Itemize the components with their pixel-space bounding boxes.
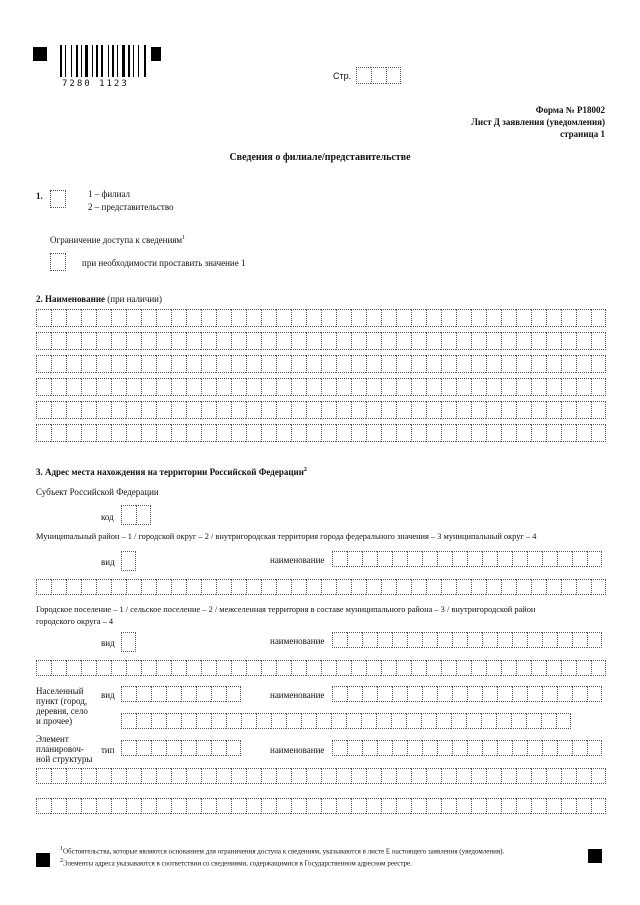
locality-label-line1: Населенный bbox=[36, 686, 84, 696]
access-restriction-hint: при необходимости проставить значение 1 bbox=[82, 258, 246, 268]
municipal-kind-label: вид bbox=[101, 557, 115, 567]
subject-label: Субъект Российской Федерации bbox=[36, 487, 159, 497]
municipal-kind-cell[interactable] bbox=[121, 551, 136, 571]
section1-number: 1. bbox=[36, 191, 43, 201]
barcode-bar bbox=[138, 45, 139, 77]
planning-label bbox=[36, 734, 92, 764]
footnote-2 bbox=[60, 856, 412, 868]
section2-note: (при наличии) bbox=[107, 294, 162, 304]
barcode-bar bbox=[108, 45, 109, 77]
locality-label-line4: и прочее) bbox=[36, 716, 73, 726]
barcode-bar bbox=[128, 45, 130, 77]
planning-label-line3: ной структуры bbox=[36, 754, 93, 764]
barcode-bar bbox=[60, 45, 62, 77]
subject-code-label: код bbox=[101, 512, 114, 522]
barcode-bar bbox=[133, 45, 134, 77]
settlement-label-line2: городского округа – 4 bbox=[36, 617, 114, 626]
access-restriction-text: Ограничение доступа к сведениям bbox=[50, 235, 183, 245]
barcode-bar bbox=[117, 45, 118, 77]
section3-label bbox=[36, 465, 307, 477]
barcode-bar bbox=[96, 45, 98, 77]
page-number-cells[interactable] bbox=[356, 67, 401, 84]
barcode-bar bbox=[144, 45, 146, 77]
barcode-bar bbox=[112, 45, 114, 77]
settlement-kind-cell[interactable] bbox=[121, 632, 136, 652]
barcode-bar bbox=[101, 45, 103, 77]
form-number: Форма № Р18002 bbox=[535, 105, 605, 115]
section3-title: 3. Адрес места нахождения на территории Российской Федерации bbox=[36, 467, 304, 477]
locality-name-label: наименование bbox=[270, 690, 325, 700]
settlement-kind-label: вид bbox=[101, 638, 115, 648]
registration-mark-top-left bbox=[33, 47, 47, 61]
settlement-name-label: наименование bbox=[270, 636, 325, 646]
sheet-page: страница 1 bbox=[560, 129, 605, 139]
locality-label-line3: деревня, село bbox=[36, 706, 88, 716]
barcode bbox=[60, 45, 160, 77]
locality-label bbox=[36, 686, 88, 726]
footnote-1 bbox=[60, 844, 504, 856]
sheet-title: Лист Д заявления (уведомления) bbox=[471, 117, 605, 127]
footnote-ref-1: 1 bbox=[182, 235, 186, 241]
entity-type-cell[interactable] bbox=[50, 190, 66, 208]
municipal-label: Муниципальный район – 1 / городской округ – 2 / внутригородская территория города федерального значения – 3 муниципальный округ – 4 bbox=[36, 532, 537, 541]
footnote-2-text: Элементы адреса указываются в соответствии со сведениями, содержащимися в Государственном адресном реестре. bbox=[63, 859, 412, 868]
registration-mark-bottom-right bbox=[588, 849, 602, 863]
access-restriction-cell[interactable] bbox=[50, 253, 66, 271]
footnote-ref-2: 2 bbox=[303, 467, 307, 473]
footnote-2-mark: 2 bbox=[60, 858, 63, 864]
option-branch: 1 – филиал bbox=[88, 189, 131, 199]
barcode-bar bbox=[81, 45, 82, 77]
section2-title: 2. Наименование bbox=[36, 294, 105, 304]
barcode-bar bbox=[65, 45, 66, 77]
municipal-name-label: наименование bbox=[270, 555, 325, 565]
barcode-bar bbox=[122, 45, 125, 77]
footnote-1-text: Обстоятельства, которые являются основанием для ограничения доступа к сведениям, указываются в листе Е настоящего заявления (уведомления). bbox=[63, 847, 505, 856]
access-restriction-label bbox=[50, 233, 185, 245]
barcode-bar bbox=[76, 45, 78, 77]
page-title: Сведения о филиале/представительстве bbox=[229, 152, 411, 163]
section2-label bbox=[36, 294, 162, 304]
page-label: Стр. bbox=[333, 71, 352, 81]
planning-label-line1: Элемент bbox=[36, 734, 69, 744]
locality-kind-label: вид bbox=[101, 690, 115, 700]
option-representative: 2 – представительство bbox=[88, 202, 174, 212]
barcode-number: 7280 1123 bbox=[62, 79, 129, 89]
barcode-bar bbox=[85, 45, 88, 77]
planning-label-line2: планировоч- bbox=[36, 744, 84, 754]
planning-type-label: тип bbox=[101, 745, 115, 755]
locality-label-line2: пункт (город, bbox=[36, 696, 88, 706]
registration-mark-bottom-left bbox=[36, 853, 50, 867]
subject-code-cells[interactable] bbox=[121, 505, 151, 525]
footnote-1-mark: 1 bbox=[60, 846, 63, 852]
settlement-label-line1: Городское поселение – 1 / сельское поселение – 2 / межселенная территория в составе муниципального района – 3 / внутригородской район bbox=[36, 605, 536, 614]
barcode-bar bbox=[92, 45, 93, 77]
barcode-bar bbox=[71, 45, 72, 77]
planning-name-label: наименование bbox=[270, 745, 325, 755]
